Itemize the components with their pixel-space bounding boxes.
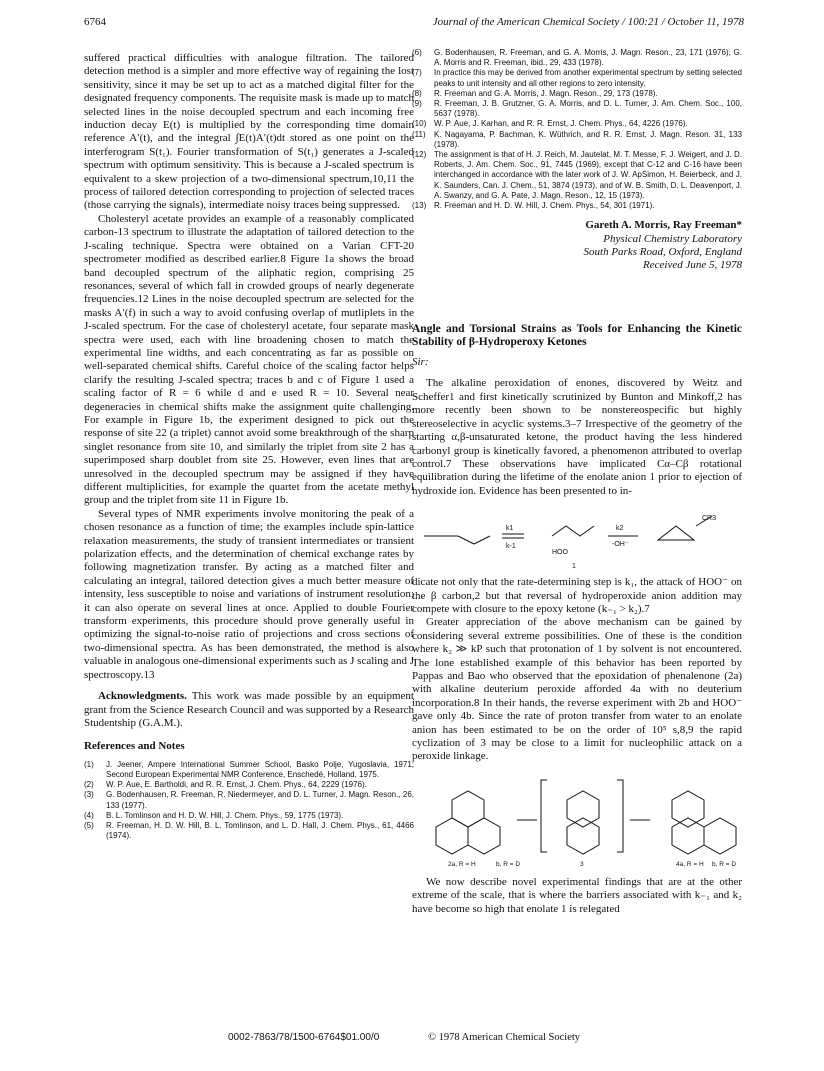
compound-label: 3 xyxy=(580,860,584,868)
benzene-ring xyxy=(468,818,500,854)
benzene-ring xyxy=(567,791,599,827)
reference-item: (3) G. Bodenhausen, R. Freeman, R. Niedermeyer, and D. L. Turner, J. Magn. Reson., 26, 133 (1977). xyxy=(84,790,414,810)
reference-item: (9) R. Freeman, J. B. Grutzner, G. A. Morris, and D. L. Turner, J. Am. Chem. Soc., 100, 5637 (1978). xyxy=(412,99,742,119)
reference-item: (8) R. Freeman and G. A. Morris, J. Magn. Reson., 29, 173 (1978). xyxy=(412,88,658,98)
benzene-ring xyxy=(672,791,704,827)
rate-constant-label: k1 xyxy=(506,525,514,533)
paragraph: Greater appreciation of the above mechanism can be gained by considering several extreme possibilities. One of these is the condition where k₂ ≫ kP such that protonation of 1 by solvent is not encountered. The lone established example of this behavior has been reported by Pappas and Bao who observed that the epoxidation of phenalenone (2a) with alkaline deuterium peroxide afforded 4a with no deuterium incorporation.8 In their hands, the reverse experiment with 2b and HOO⁻ gave only 4b. Since the rate of proton transfer from water to an enolate anion has been estimated to be on the order of 10⁵ s,8,9 the rapid cyclization of 3 may be close to a limit for nucleophilic attack on a peroxide linkage. xyxy=(412,616,742,763)
bond-line xyxy=(552,526,594,536)
paragraph: The alkaline peroxidation of enones, discovered by Weitz and Scheffer1 and first kinetically scrutinized by Bunton and Minkoff,2 has more recently been shown to be nonstereospecific but highly stereoselective in acyclic systems.3–7 Irrespective of the geometry of the starting α,β-unsaturated ketone, the product having the less hindered carbonyl group is kinetically favored, a phenomenon attributed to overlap control.7 These observations have implicated Cα–Cβ rotational equilibration during the lifetime of the enolate anion 1 prior to ejection of hydroxide ion. Evidence has been presented to in- xyxy=(412,377,742,497)
references-list-left xyxy=(84,760,414,842)
bond-line xyxy=(474,536,490,544)
rate-constant-label: k-1 xyxy=(506,543,516,551)
reference-item: (11) K. Nagayama, P. Bachman, K. Wüthrich, and R. R. Ernst, J. Magn. Reson. 31, 133 (1978). xyxy=(412,129,742,149)
reaction-scheme-2 xyxy=(412,770,742,870)
reference-item: (12) The assignment is that of H. J. Reich, M. Jautelat, M. T. Messe, F. J. Weigert, and J. D. Roberts, J. Am. Chem. Soc., 91, 7445 (1969), except that C-12 and C-16 have been interchanged in accordance with the later work of J. W. ApSimon, H. Beierbeck, and J. K. Saunders, Can. J. Chem., 51, 3874 (1973), and of W. B. Smith, D. L. Deavenport, J. A. Swanzy, and G. A. Pate, J. Magn. Reson., 12, 15 (1973). xyxy=(412,150,742,200)
paragraph: Cholesteryl acetate provides an example of a reasonably complicated carbon-13 spectrum to illustrate the adaptation of tailored detection to the J-scaling technique. Spectra were obtained on a Varian CFT-20 spectrometer modified as described earlier.8 Figure 1a shows the broad band decoupled spectrum of the aliphatic region, comprising 25 resonances, several of which fall in crowded groups of nearly degenerate frequencies.12 Lines in the noise decoupled spectrum are selected for the masks A′(f) in such a way to avoid confusing overlap of mutliplets in the J-scaled spectrum. For the case of cholesteryl acetate, four separate mask spectra were used, each with line broadening chosen to match the experimental line widths, and each concentrating as far as possible on well-separated chemical shifts. Careful choice of the scaling factor helps clarify the resulting J-scaled spectra; traces b and c of Figure 1 used a scaling factor of R = 6 while d and e used R = 10. Several near degeneracies in chemical shifts make the assignment quite challenging. For example in Figure 1b, the experiment designed to pick out the response of site 22 (a triplet) cannot avoid some breakthrough of the sharp singlet resonance from site 10, and similarly the triplet from site 2 has a superimposed sharp doublet from site 25. However, even lines that are unresolved in the decoupled spectrum may be assigned if they have different multiplicities, for example the quartet from the acetate methyl group and the triplet from site 11 in Figure 1b. xyxy=(84,212,414,507)
author-names: Gareth A. Morris, Ray Freeman* xyxy=(585,219,742,232)
compound-label: 1 xyxy=(572,563,576,571)
epoxide-ring xyxy=(658,526,694,540)
received-date: Received June 5, 1978 xyxy=(643,259,742,272)
reference-item: (5) R. Freeman, H. D. W. Hill, B. L. Tomlinson, and L. D. Hall, J. Chem. Phys., 61, 4466 (1974). xyxy=(84,820,414,841)
page-number: 6764 xyxy=(84,16,106,28)
paragraph: We now describe novel experimental findings that are at the other extreme of the scale, that is where the barriers associated with k₋₁ and k₂ have become so high that enolate 1 is relegated xyxy=(412,875,742,915)
reaction-scheme-1 xyxy=(412,506,742,570)
running-header xyxy=(84,16,744,32)
ack-body: This work was made possible by an equipment grant from the Science Research Council and was supported by a Research Studentship (G.A.M.). xyxy=(84,690,414,729)
reference-item: (13) R. Freeman and H. D. W. Hill, J. Chem. Phys., 54, 301 (1971). xyxy=(412,201,655,211)
benzene-ring xyxy=(436,818,468,854)
paragraph: dicate not only that the rate-determining step is k₁, the attack of HOO⁻ on the β carbon,2 but that reversal of hydroperoxide anion addition may compete with closure to the epoxy ketone (k₋₁ > k₂).7 xyxy=(412,576,742,615)
reference-item: (1) J. Jeener, Ampere International Summer School, Basko Polje, Yugoslavia, 1971; Second European Experimental NMR Conference, Enschedé, Holland, 1975. xyxy=(84,759,414,779)
reference-item: (2) W. P. Aue, E. Bartholdi, and R. R. Ernst, J. Chem. Phys., 64, 2229 (1976). xyxy=(84,780,367,790)
paragraph: suffered practical difficulties with analogue filtration. The tailored detection method is a simpler and more effective way of regaining the lost sensitivity, since it may be set up to act as a matched digital filter for the designated frequency components. The requisite mask is made up to match selected lines in the noise decoupled spectrum and each incoming free induction decay E(t) is multiplied by the corresponding time domain reference A′(t), and the integral ∫E(t)A′(t)dt stored as one point on the interferogram S(t₁). Fourier transformation of S(t₁) generates a J-scaled spectrum with optimum sensitivity. This is because a J-scaled spectrum is equivalent to a skew projection of a two-dimensional spectrum,10,11 the process of tailored detection corresponding to projection of selected traces (those carrying the signals), intermediate noisy traces being suppressed. xyxy=(84,52,415,212)
substituent-label: HOO xyxy=(552,549,568,557)
left-column xyxy=(84,52,414,841)
article-title: Angle and Torsional Strains as Tools for Enhancing the Kinetic Stability of β-Hydroperoxy Ketones xyxy=(412,322,742,349)
reference-item: (4) B. L. Tomlinson and H. D. W. Hill, J. Chem. Phys., 59, 1775 (1973). xyxy=(84,810,344,820)
paragraph: Several types of NMR experiments involve monitoring the peak of a chosen resonance as a function of time; the examples include spin-lattice relaxation measurements, the study of transient intermediates or transient polarization effects, and the determination of chemical exchange rates by following magnetization transfer. By acting as a matched filter and calculating an integral, tailored detection gives a much better measure of intensity, less susceptible to noise and variations of instrument resolution; it can also operate on several lines at once. Applied to double Fourier transform experiments, this procedure should prove generally useful in optimizing the signal-to-noise ratio of projections and cross sections of two-dimensional spectra. As has been demonstrated, the method is also valuable in analogous one-dimensional experiments such as J scaling and J spectroscopy.13 xyxy=(84,507,414,681)
substituent-label: CR3 xyxy=(702,515,717,523)
benzene-ring xyxy=(567,818,599,854)
leaving-group-label: -OH⁻ xyxy=(612,541,629,549)
journal-citation: Journal of the American Chemical Society / 100:21 / October 11, 1978 xyxy=(432,16,744,28)
compound-label: b, R = D xyxy=(712,860,737,868)
compound-label: 4a, R = H xyxy=(676,860,704,868)
benzene-ring xyxy=(704,818,736,854)
right-column xyxy=(412,48,742,916)
affiliation-line: South Parks Road, Oxford, England xyxy=(583,246,742,259)
reference-item: (7) In practice this may be derived from another experimental spectrum by setting selected peaks to unit intensity and all other regions to zero intensity. xyxy=(412,68,742,88)
bracket-right xyxy=(617,780,623,852)
compound-label: b, R = D xyxy=(496,860,521,868)
acknowledgments xyxy=(84,690,414,730)
benzene-ring xyxy=(452,791,484,827)
salutation: Sir: xyxy=(412,356,429,369)
references-list-right xyxy=(412,48,742,211)
benzene-ring xyxy=(672,818,704,854)
bond-line xyxy=(458,536,474,544)
reference-item: (6) G. Bodenhausen, R. Freeman, and G. A. Morris, J. Magn. Reson., 23, 171 (1976); G. A. Morris and R. Freeman, ibid., 29, 433 (1978). xyxy=(412,48,742,68)
compound-label: 2a, R = H xyxy=(448,860,476,868)
footer-code: 0002-7863/78/1500-6764$01.00/0 xyxy=(228,1032,380,1043)
bracket-left xyxy=(541,780,547,852)
affiliation-line: Physical Chemistry Laboratory xyxy=(603,232,742,245)
references-heading: References and Notes xyxy=(84,740,185,753)
reference-item: (10) W. P. Aue, J. Karhan, and R. R. Ernst, J. Chem. Phys., 64, 4226 (1976). xyxy=(412,119,688,129)
rate-constant-label: k2 xyxy=(616,525,624,533)
ack-heading: Acknowledgments. xyxy=(98,690,187,703)
footer-copyright: © 1978 American Chemical Society xyxy=(428,1032,581,1043)
